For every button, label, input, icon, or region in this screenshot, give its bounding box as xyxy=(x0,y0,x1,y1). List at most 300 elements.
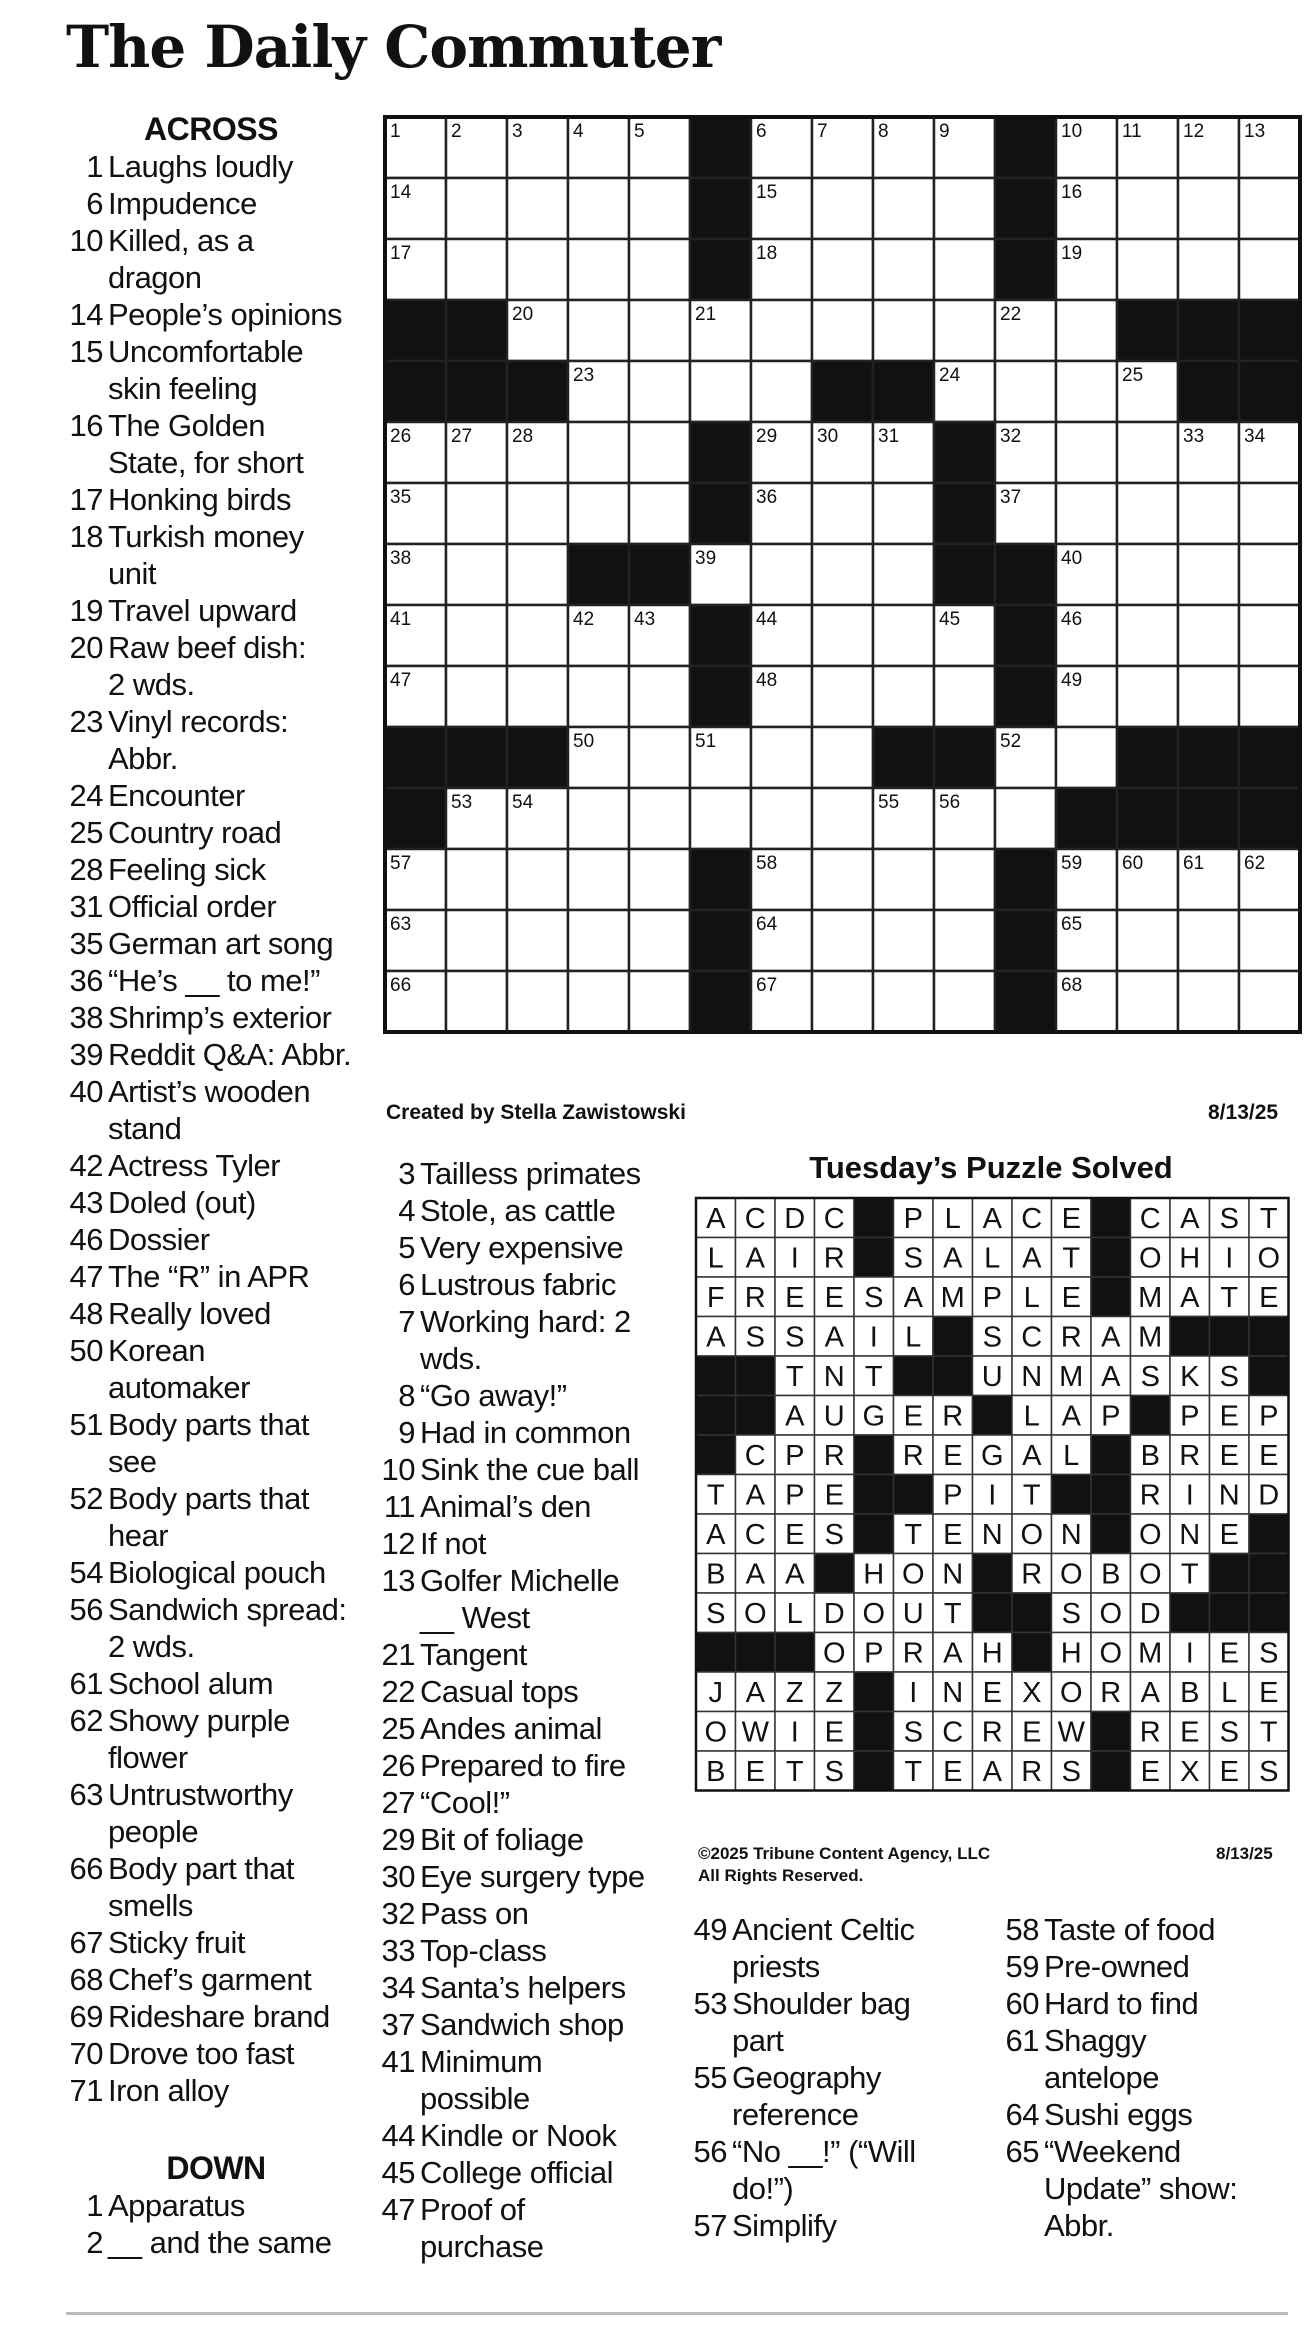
grid-cell[interactable] xyxy=(446,239,507,300)
solution-letter: I xyxy=(790,1242,799,1275)
clue-line xyxy=(66,518,356,555)
grid-cell[interactable] xyxy=(507,239,568,300)
clue-text: 2 wds. xyxy=(108,1629,195,1664)
grid-cell[interactable] xyxy=(446,178,507,239)
grid-cell[interactable] xyxy=(629,727,690,788)
solution-letter: S xyxy=(824,1518,844,1551)
solution-letter: M xyxy=(1059,1360,1084,1393)
grid-cell[interactable] xyxy=(1117,666,1178,727)
grid-cell[interactable] xyxy=(934,239,995,300)
grid-cell[interactable] xyxy=(629,422,690,483)
solution-letter: H xyxy=(981,1637,1003,1670)
solution-letter: A xyxy=(943,1242,963,1275)
solution-letter: R xyxy=(1021,1755,1043,1788)
down-clues-col-4 xyxy=(1002,1911,1302,2244)
grid-cell[interactable] xyxy=(446,971,507,1032)
grid-cell[interactable] xyxy=(1117,483,1178,544)
grid-cell[interactable] xyxy=(446,483,507,544)
grid-cell[interactable] xyxy=(934,300,995,361)
grid-cell[interactable] xyxy=(629,910,690,971)
clue-line xyxy=(378,1599,668,1636)
clue-text: Artist’s wooden xyxy=(108,1074,311,1109)
clue-text: Prepared to fire xyxy=(420,1748,626,1783)
grid-cell[interactable] xyxy=(629,300,690,361)
grid-cell[interactable] xyxy=(568,666,629,727)
grid-cell[interactable] xyxy=(1239,666,1300,727)
grid-cell[interactable] xyxy=(1178,666,1239,727)
clue-text: Working hard: 2 xyxy=(420,1304,631,1339)
grid-cell[interactable] xyxy=(1239,910,1300,971)
grid-cell[interactable] xyxy=(995,361,1056,422)
grid-cell[interactable] xyxy=(873,544,934,605)
solution-letter: X xyxy=(1022,1676,1042,1709)
grid-cell[interactable] xyxy=(1239,544,1300,605)
solution-letter: H xyxy=(1060,1637,1082,1670)
grid-cell[interactable] xyxy=(568,788,629,849)
solution-block xyxy=(815,1554,855,1594)
block-cell xyxy=(1239,300,1300,361)
grid-cell[interactable] xyxy=(873,483,934,544)
grid-cell[interactable] xyxy=(934,849,995,910)
clue-number: 13 xyxy=(381,1563,415,1598)
grid-cell[interactable] xyxy=(934,178,995,239)
solution-letter: E xyxy=(745,1755,765,1788)
solution-letter: S xyxy=(745,1321,765,1354)
clue-line xyxy=(66,185,356,222)
clue-number: 47 xyxy=(381,2192,415,2227)
clue-text: flower xyxy=(108,1740,188,1775)
clue-number: 57 xyxy=(693,2208,727,2243)
clue-line xyxy=(66,333,356,370)
cell-number: 30 xyxy=(817,426,839,447)
grid-cell[interactable] xyxy=(873,239,934,300)
grid-cell[interactable] xyxy=(1178,178,1239,239)
solution-letter: A xyxy=(943,1637,963,1670)
clue-number: 10 xyxy=(381,1452,415,1487)
clue-line xyxy=(66,1961,356,1998)
clue-line xyxy=(66,1480,356,1517)
grid-cell[interactable] xyxy=(812,483,873,544)
solution-grid xyxy=(694,1196,1291,1798)
clue-number: 55 xyxy=(693,2060,727,2095)
clue-text: German art song xyxy=(108,926,334,961)
clue-number: 9 xyxy=(398,1415,415,1450)
grid-cell[interactable] xyxy=(446,849,507,910)
clue-text: reference xyxy=(732,2097,859,2132)
cell-number: 44 xyxy=(756,609,778,630)
clue-number: 41 xyxy=(381,2044,415,2079)
solution-letter: A xyxy=(745,1479,765,1512)
solution-letter: C xyxy=(744,1202,766,1235)
block-cell xyxy=(1056,788,1117,849)
clue-text: 2 wds. xyxy=(108,667,195,702)
solution-letter: T xyxy=(864,1360,883,1393)
solution-letter: B xyxy=(1140,1439,1160,1472)
grid-cell[interactable] xyxy=(873,666,934,727)
clue-number: 18 xyxy=(69,519,103,554)
grid-cell[interactable] xyxy=(629,788,690,849)
clue-line xyxy=(690,1948,990,1985)
clue-number: 12 xyxy=(381,1526,415,1561)
clue-text: Turkish money xyxy=(108,519,304,554)
clue-number: 71 xyxy=(69,2073,103,2108)
clue-number: 68 xyxy=(69,1962,103,1997)
solution-letter: S xyxy=(824,1755,844,1788)
solution-letter: E xyxy=(1061,1281,1081,1314)
clue-text: Sushi eggs xyxy=(1044,2097,1193,2132)
grid-cell[interactable] xyxy=(1239,483,1300,544)
cell-number: 55 xyxy=(878,792,900,813)
grid-cell[interactable] xyxy=(812,727,873,788)
solution-letter: E xyxy=(1259,1281,1279,1314)
grid-cell[interactable] xyxy=(873,910,934,971)
grid-cell[interactable] xyxy=(1239,971,1300,1032)
clue-number: 16 xyxy=(69,408,103,443)
grid-cell[interactable] xyxy=(812,239,873,300)
grid-cell[interactable] xyxy=(507,605,568,666)
solution-letter: E xyxy=(824,1479,844,1512)
solution-letter: A xyxy=(706,1202,726,1235)
grid-cell[interactable] xyxy=(629,483,690,544)
grid-cell[interactable] xyxy=(568,849,629,910)
clue-text: Korean xyxy=(108,1333,205,1368)
solution-letter: O xyxy=(1059,1676,1083,1709)
grid-cell[interactable] xyxy=(446,666,507,727)
grid-cell[interactable] xyxy=(812,788,873,849)
clue-text: Abbr. xyxy=(108,741,178,776)
grid-cell[interactable] xyxy=(934,666,995,727)
solution-letter: N xyxy=(1021,1360,1043,1393)
solution-letter: A xyxy=(1180,1281,1200,1314)
grid-cell[interactable] xyxy=(629,971,690,1032)
grid-cell[interactable] xyxy=(1117,544,1178,605)
grid-cell[interactable] xyxy=(629,666,690,727)
solution-letter: O xyxy=(1099,1597,1123,1630)
grid-cell[interactable] xyxy=(507,544,568,605)
clue-line xyxy=(66,1702,356,1739)
solution-block xyxy=(1091,1712,1131,1752)
solution-letter: H xyxy=(863,1558,885,1591)
grid-cell[interactable] xyxy=(568,422,629,483)
grid-cell[interactable] xyxy=(812,605,873,666)
grid-cell[interactable] xyxy=(1178,605,1239,666)
solution-title: Tuesday’s Puzzle Solved xyxy=(809,1150,1173,1185)
grid-cell[interactable] xyxy=(446,544,507,605)
clue-line xyxy=(66,1147,356,1184)
grid-cell[interactable] xyxy=(690,361,751,422)
solution-block xyxy=(1091,1238,1131,1278)
solution-letter: R xyxy=(744,1281,766,1314)
block-cell xyxy=(446,727,507,788)
grid-cell[interactable] xyxy=(568,971,629,1032)
solution-block xyxy=(1012,1593,1052,1633)
clue-text: Actress Tyler xyxy=(108,1148,281,1183)
solution-letter: A xyxy=(1101,1321,1121,1354)
grid-cell[interactable] xyxy=(873,849,934,910)
solution-letter: U xyxy=(823,1400,845,1433)
clue-text: Body parts that xyxy=(108,1407,310,1442)
clue-text: “He’s __ to me!” xyxy=(108,963,320,998)
solution-letter: M xyxy=(1138,1637,1163,1670)
clue-number: 4 xyxy=(398,1193,415,1228)
cell-number: 23 xyxy=(573,365,595,386)
grid-cell[interactable] xyxy=(873,605,934,666)
grid-cell[interactable] xyxy=(873,300,934,361)
clue-number: 39 xyxy=(69,1037,103,1072)
grid-cell[interactable] xyxy=(1178,544,1239,605)
clue-text: The “R” in APR xyxy=(108,1259,310,1294)
down-clues-col-1 xyxy=(66,2150,366,2261)
solution-block xyxy=(973,1554,1013,1594)
block-cell xyxy=(1178,361,1239,422)
clue-text: If not xyxy=(420,1526,486,1561)
solution-letter: L xyxy=(707,1242,724,1275)
grid-cell[interactable] xyxy=(1117,178,1178,239)
down-clues-col-3 xyxy=(690,1911,990,2244)
grid-cell[interactable] xyxy=(812,849,873,910)
clue-text: part xyxy=(732,2023,784,2058)
clue-line xyxy=(378,1414,668,1451)
block-cell xyxy=(995,971,1056,1032)
clue-number: 27 xyxy=(381,1785,415,1820)
grid-cell[interactable] xyxy=(751,727,812,788)
grid-cell[interactable] xyxy=(1239,605,1300,666)
solution-letter: C xyxy=(1021,1202,1043,1235)
solution-letter: B xyxy=(706,1755,726,1788)
grid-cell[interactable] xyxy=(995,788,1056,849)
clue-number: 50 xyxy=(69,1333,103,1368)
grid-cell[interactable] xyxy=(812,971,873,1032)
solution-letter: D xyxy=(823,1597,845,1630)
grid-cell[interactable] xyxy=(1178,239,1239,300)
cell-number: 11 xyxy=(1122,121,1142,142)
grid-cell[interactable] xyxy=(568,178,629,239)
solution-letter: S xyxy=(1140,1360,1160,1393)
clue-line xyxy=(66,925,356,962)
clue-line xyxy=(66,740,356,777)
clue-number: 69 xyxy=(69,1999,103,2034)
grid-cell[interactable] xyxy=(446,910,507,971)
clue-line xyxy=(66,777,356,814)
grid-cell[interactable] xyxy=(507,849,568,910)
clue-text: Dossier xyxy=(108,1222,210,1257)
grid-cell[interactable] xyxy=(1117,910,1178,971)
grid-cell[interactable] xyxy=(446,605,507,666)
solution-letter: L xyxy=(1221,1676,1238,1709)
grid-cell[interactable] xyxy=(1056,483,1117,544)
solution-letter: C xyxy=(744,1439,766,1472)
clue-line xyxy=(378,2154,668,2191)
grid-cell[interactable] xyxy=(751,361,812,422)
cell-number: 16 xyxy=(1061,182,1083,203)
grid-cell[interactable] xyxy=(1117,422,1178,483)
grid-cell[interactable] xyxy=(751,788,812,849)
grid-cell[interactable] xyxy=(507,666,568,727)
clue-line xyxy=(66,148,356,185)
solution-letter: I xyxy=(988,1479,997,1512)
solution-block xyxy=(1210,1317,1250,1357)
clue-line xyxy=(66,1369,356,1406)
grid-cell[interactable] xyxy=(812,178,873,239)
grid-cell[interactable] xyxy=(568,239,629,300)
clue-number: 1 xyxy=(86,2188,103,2223)
clue-line xyxy=(66,296,356,333)
clue-number: 58 xyxy=(1005,1912,1039,1947)
solution-letter: S xyxy=(1219,1360,1239,1393)
block-cell xyxy=(690,605,751,666)
grid-cell[interactable] xyxy=(629,361,690,422)
solution-letter: I xyxy=(909,1676,918,1709)
solution-letter: S xyxy=(785,1321,805,1354)
grid-cell[interactable] xyxy=(1239,178,1300,239)
clue-text: people xyxy=(108,1814,199,1849)
grid-cell[interactable] xyxy=(690,788,751,849)
solution-letter: O xyxy=(1099,1637,1123,1670)
grid-cell[interactable] xyxy=(1178,483,1239,544)
solution-block xyxy=(1131,1396,1171,1436)
clue-line xyxy=(66,1665,356,1702)
clue-number: 30 xyxy=(381,1859,415,1894)
grid-cell[interactable] xyxy=(629,178,690,239)
grid-cell[interactable] xyxy=(629,239,690,300)
solution-letter: A xyxy=(785,1558,805,1591)
solution-letter: R xyxy=(1139,1716,1161,1749)
cell-number: 13 xyxy=(1244,121,1266,142)
grid-cell[interactable] xyxy=(812,300,873,361)
solution-letter: A xyxy=(1022,1439,1042,1472)
solution-block xyxy=(933,1317,973,1357)
clue-text: Apparatus xyxy=(108,2188,245,2223)
grid-cell[interactable] xyxy=(1117,239,1178,300)
clue-line xyxy=(690,2170,990,2207)
solution-letter: T xyxy=(1220,1281,1239,1314)
clue-line xyxy=(690,1985,990,2022)
grid-cell[interactable] xyxy=(751,300,812,361)
clue-text: State, for short xyxy=(108,445,304,480)
solution-letter: O xyxy=(743,1597,767,1630)
down-heading: DOWN xyxy=(166,2150,266,2186)
clue-number: 66 xyxy=(69,1851,103,1886)
clue-text: Body part that xyxy=(108,1851,295,1886)
grid-cell[interactable] xyxy=(507,178,568,239)
clue-line xyxy=(1002,2207,1302,2244)
clue-line xyxy=(378,2080,668,2117)
solution-letter: R xyxy=(1021,1558,1043,1591)
solution-letter: E xyxy=(1180,1716,1200,1749)
solution-letter: P xyxy=(1259,1400,1279,1433)
clue-line xyxy=(66,1295,356,1332)
solution-letter: R xyxy=(1060,1321,1082,1354)
grid-cell[interactable] xyxy=(507,910,568,971)
clue-line xyxy=(66,814,356,851)
grid-cell[interactable] xyxy=(1178,910,1239,971)
clue-line xyxy=(378,1710,668,1747)
grid-cell[interactable] xyxy=(1178,971,1239,1032)
solution-letter: I xyxy=(1225,1242,1234,1275)
solution-letter: E xyxy=(1219,1637,1239,1670)
solution-letter: I xyxy=(869,1321,878,1354)
grid-cell[interactable] xyxy=(812,910,873,971)
solution-block xyxy=(1091,1751,1131,1791)
solution-letter: P xyxy=(943,1479,963,1512)
grid-cell[interactable] xyxy=(873,971,934,1032)
clue-text: purchase xyxy=(420,2229,544,2264)
clue-line xyxy=(66,1443,356,1480)
clue-text: smells xyxy=(108,1888,193,1923)
solution-letter: S xyxy=(1259,1755,1279,1788)
cell-number: 15 xyxy=(756,182,778,203)
grid-cell[interactable] xyxy=(934,971,995,1032)
grid-cell[interactable] xyxy=(934,910,995,971)
clue-text: Pre-owned xyxy=(1044,1949,1190,1984)
crossword-grid[interactable] xyxy=(383,115,1302,1034)
solution-letter: D xyxy=(1139,1597,1161,1630)
grid-cell[interactable] xyxy=(507,971,568,1032)
grid-cell[interactable] xyxy=(568,483,629,544)
grid-cell[interactable] xyxy=(1117,971,1178,1032)
grid-cell[interactable] xyxy=(507,483,568,544)
grid-cell[interactable] xyxy=(812,666,873,727)
solution-block xyxy=(854,1435,894,1475)
clue-text: Kindle or Nook xyxy=(420,2118,617,2153)
grid-cell[interactable] xyxy=(1056,727,1117,788)
solution-letter: W xyxy=(741,1716,769,1749)
cell-number: 24 xyxy=(939,365,961,386)
grid-cell[interactable] xyxy=(812,544,873,605)
grid-cell[interactable] xyxy=(568,300,629,361)
grid-cell[interactable] xyxy=(629,849,690,910)
grid-cell[interactable] xyxy=(1239,239,1300,300)
cell-number: 6 xyxy=(756,121,767,142)
solution-block xyxy=(1012,1633,1052,1673)
clue-line xyxy=(66,407,356,444)
cell-number: 4 xyxy=(573,121,584,142)
clue-line xyxy=(66,1221,356,1258)
cell-number: 29 xyxy=(756,426,778,447)
clue-line xyxy=(690,2096,990,2133)
solution-block xyxy=(696,1396,736,1436)
clue-line xyxy=(690,1911,990,1948)
cell-number: 39 xyxy=(695,548,717,569)
clue-number: 43 xyxy=(69,1185,103,1220)
grid-cell[interactable] xyxy=(1056,422,1117,483)
clue-number: 2 xyxy=(86,2225,103,2260)
clue-text: The Golden xyxy=(108,408,265,443)
cell-number: 45 xyxy=(939,609,961,630)
rights-reserved: All Rights Reserved. xyxy=(698,1866,864,1885)
grid-cell[interactable] xyxy=(568,910,629,971)
clue-number: 15 xyxy=(69,334,103,369)
clue-line xyxy=(378,1895,668,1932)
clue-text: hear xyxy=(108,1518,169,1553)
newspaper-title: The Daily Commuter xyxy=(66,13,721,81)
solution-block xyxy=(1210,1554,1250,1594)
clue-text: College official xyxy=(420,2155,614,2190)
clue-line xyxy=(66,888,356,925)
solution-block xyxy=(894,1475,934,1515)
grid-cell[interactable] xyxy=(751,544,812,605)
clue-text: Very expensive xyxy=(420,1230,624,1265)
block-cell xyxy=(690,117,751,178)
grid-cell[interactable] xyxy=(873,178,934,239)
clue-text: Andes animal xyxy=(420,1711,602,1746)
clue-number: 52 xyxy=(69,1481,103,1516)
grid-cell[interactable] xyxy=(1056,361,1117,422)
clue-number: 67 xyxy=(69,1925,103,1960)
grid-cell[interactable] xyxy=(1056,300,1117,361)
block-cell xyxy=(1239,727,1300,788)
grid-cell[interactable] xyxy=(1117,605,1178,666)
